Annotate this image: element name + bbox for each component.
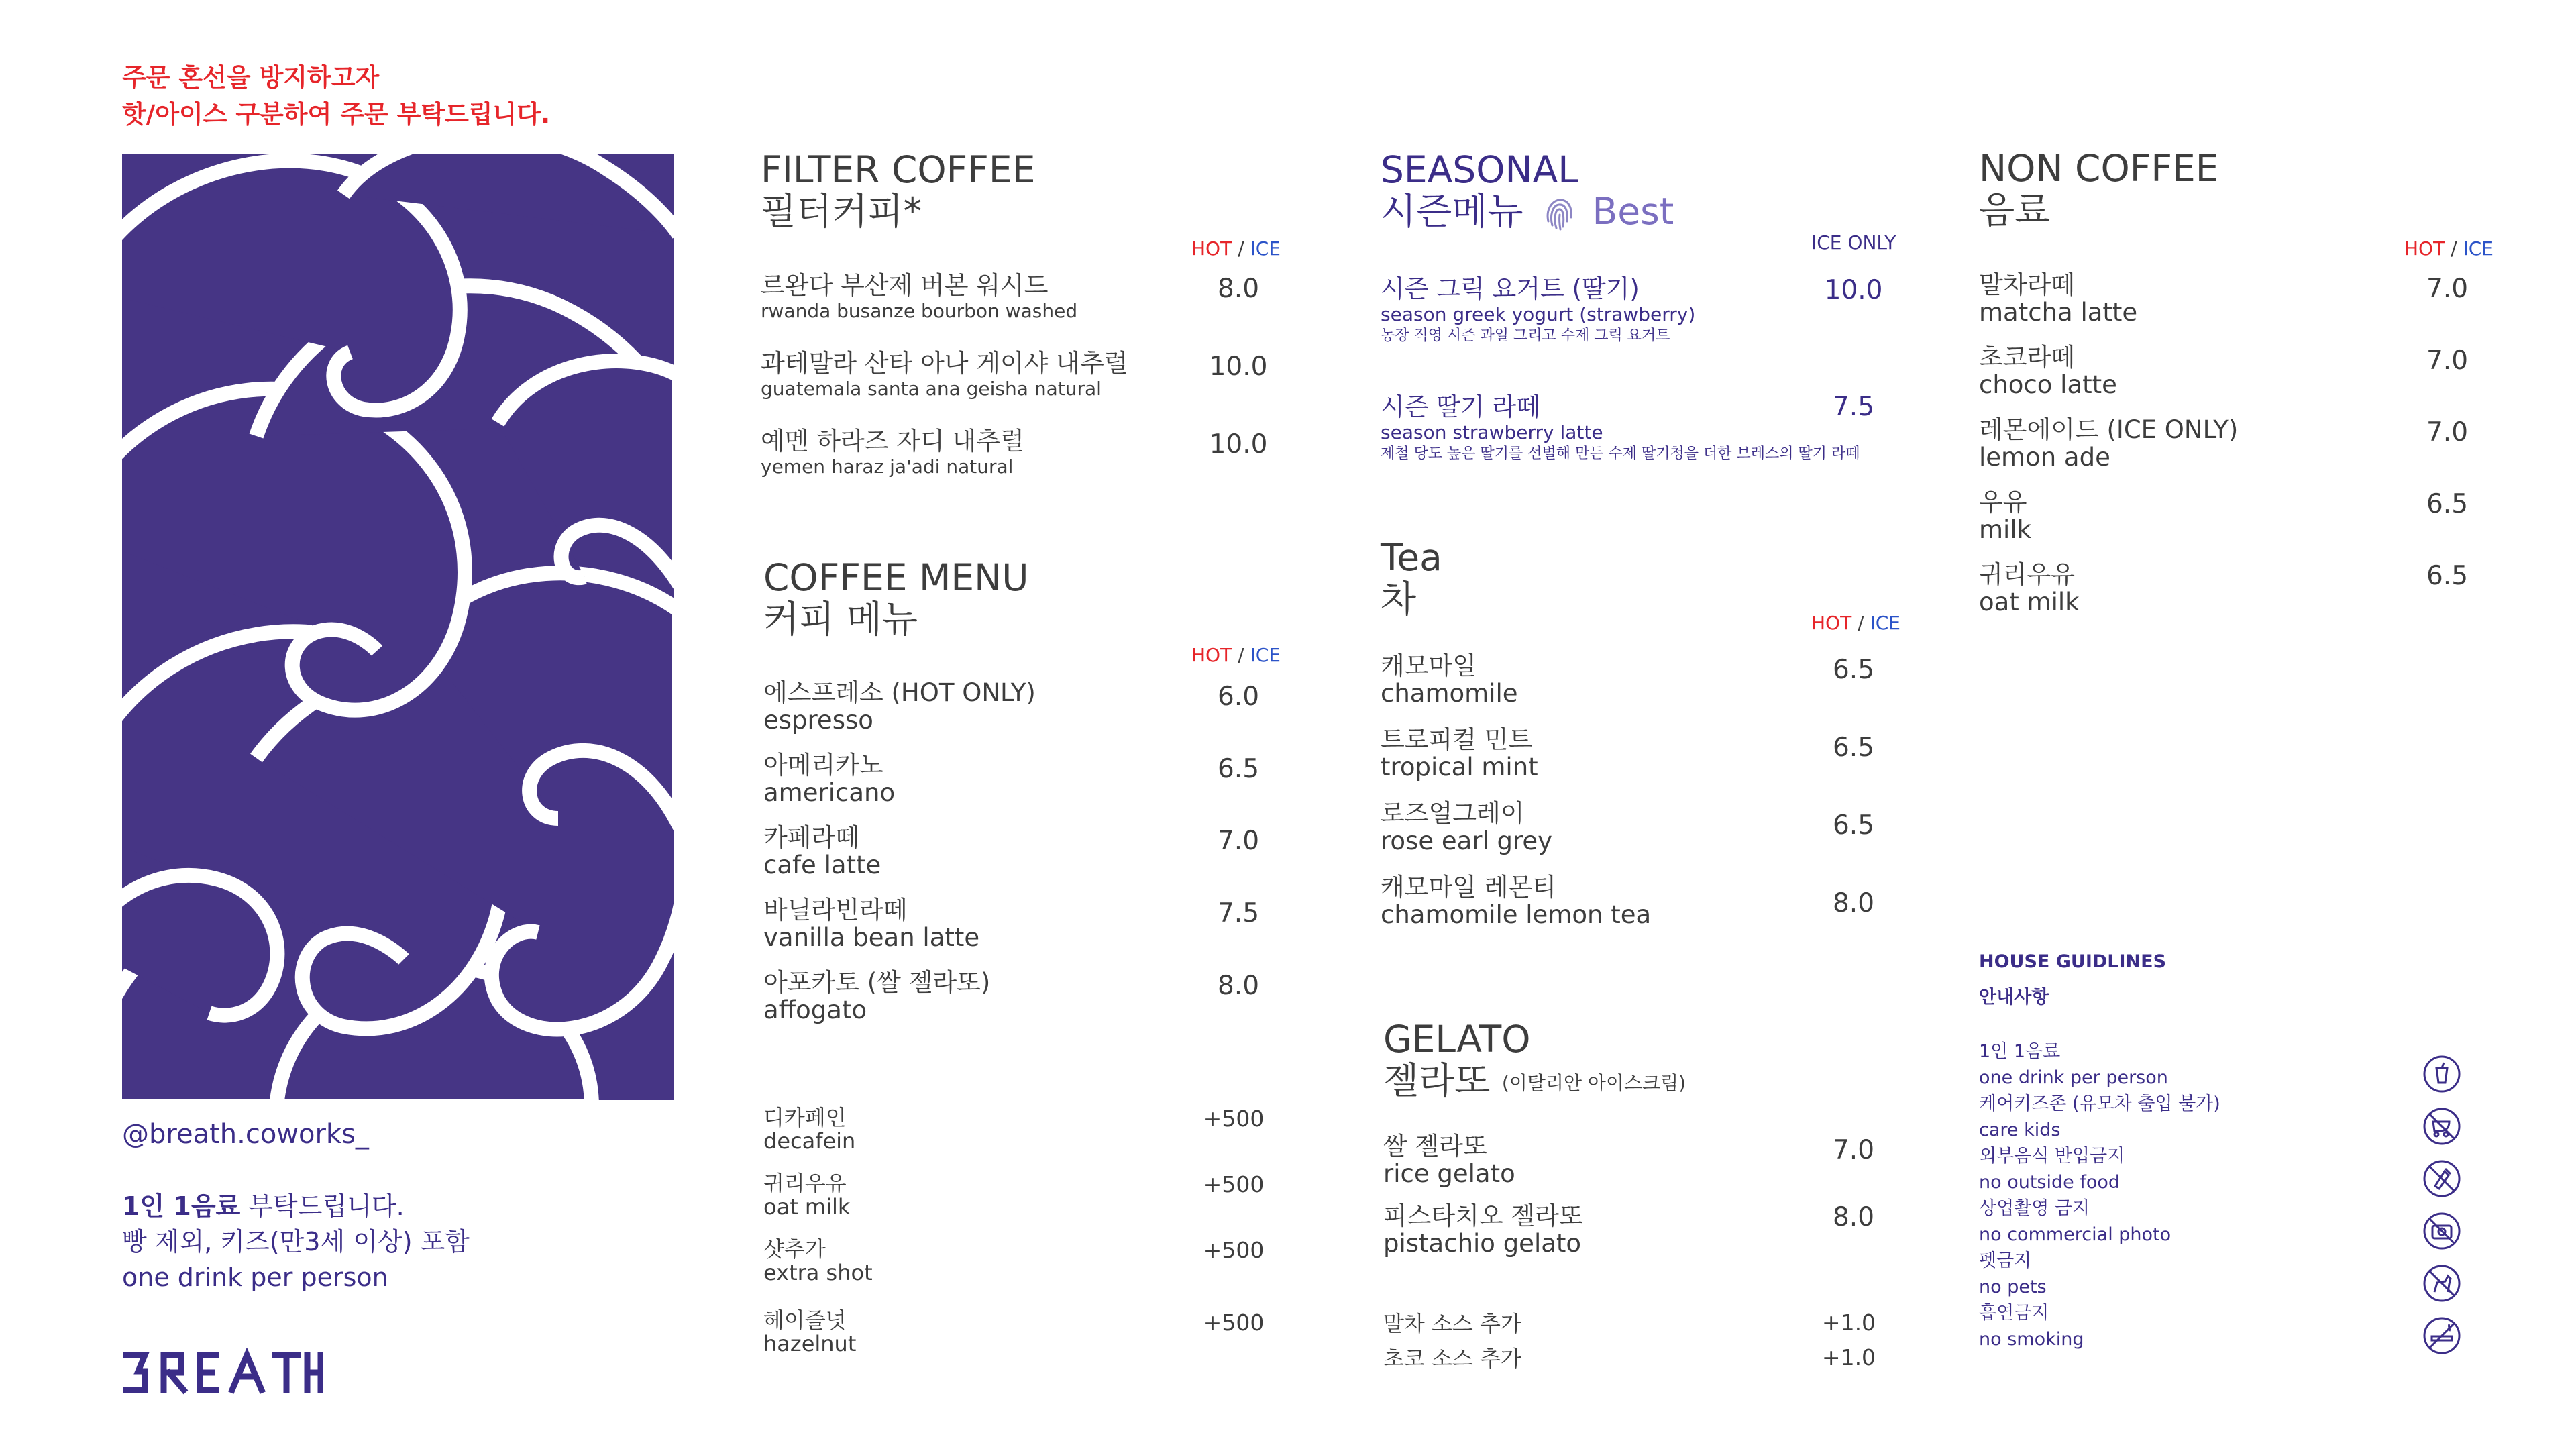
ice-label: ICE	[1250, 237, 1281, 260]
filter-coffee-title-ko: 필터커피*	[761, 190, 922, 233]
slash-label: /	[2445, 237, 2463, 260]
menu-item-name-en: espresso	[763, 706, 873, 735]
menu-item-name-en: yemen haraz ja'adi natural	[761, 455, 1014, 478]
addon-price: +1.0	[1821, 1344, 1876, 1371]
menu-item-name-ko: 귀리우유	[1979, 560, 2075, 589]
menu-item[interactable]	[1381, 275, 1695, 346]
menu-item-price: 10.0	[1209, 429, 1268, 460]
addon-name-en: decafein	[763, 1128, 856, 1154]
non-coffee-title-en: NON COFFEE	[1979, 147, 2219, 190]
tea-title-en: Tea	[1381, 536, 1442, 579]
menu-item-name-en: milk	[1979, 515, 2032, 544]
menu-item-name-en: rice gelato	[1383, 1159, 1515, 1188]
coffee-hot-ice-label	[1191, 644, 1281, 666]
tea-hot-ice-label	[1811, 612, 1900, 634]
coffee-menu-title	[763, 557, 1029, 640]
menu-item-name-en: guatemala santa ana geisha natural	[761, 378, 1102, 400]
menu-item[interactable]	[763, 969, 990, 1024]
menu-item-name-en: chamomile	[1381, 679, 1518, 708]
addon-item[interactable]	[1383, 1344, 1521, 1373]
addon-name-en: hazelnut	[763, 1331, 857, 1356]
one-drink-note-line2: 빵 제외, 키즈(만3세 이상) 포함	[122, 1227, 470, 1256]
menu-item[interactable]	[761, 427, 1024, 478]
menu-item-price: 8.0	[1217, 274, 1260, 304]
menu-item-price: 6.5	[1832, 655, 1875, 685]
gelato-title-ko: 젤라또	[1383, 1059, 1491, 1102]
menu-item-name-en: rose earl grey	[1381, 826, 1553, 855]
guideline-line: no smoking	[1979, 1329, 2084, 1350]
menu-item-name-en: choco latte	[1979, 370, 2117, 399]
menu-item-price: 7.0	[1217, 826, 1260, 856]
menu-item-name-en: rwanda busanze bourbon washed	[761, 300, 1078, 322]
non-coffee-title-ko: 음료	[1979, 189, 2051, 231]
menu-item-name-en: pistachio gelato	[1383, 1229, 1582, 1258]
ice-only-label: ICE ONLY	[1811, 231, 1896, 254]
hot-label: HOT	[1191, 237, 1232, 260]
hot-label: HOT	[1811, 612, 1852, 634]
one-drink-note	[122, 1189, 470, 1295]
guideline-line: 펫금지	[1979, 1250, 2032, 1271]
slash-label: /	[1232, 237, 1250, 260]
fingerprint-icon	[1544, 196, 1574, 232]
instagram-handle[interactable]: @breath.coworks_	[122, 1119, 369, 1150]
addon-name-ko: 헤이즐넛	[763, 1307, 847, 1333]
menu-item-name-ko: 레몬에이드 (ICE ONLY)	[1979, 415, 2239, 444]
guideline-line: no outside food	[1979, 1172, 2121, 1193]
menu-item-price: 8.0	[1217, 971, 1260, 1001]
addon-price: +500	[1203, 1106, 1265, 1132]
breath-logo-mark	[122, 1348, 323, 1395]
addon-item[interactable]	[763, 1171, 850, 1218]
guidelines-title-en: HOUSE GUIDLINES	[1979, 951, 2167, 972]
menu-item-name-ko: 카페라떼	[763, 823, 859, 852]
menu-item-description: 제철 당도 높은 딸기를 선별해 만든 수제 딸기청을 더한 브레스의 딸기 라떼	[1381, 445, 1860, 462]
addon-name-ko: 말차 소스 추가	[1383, 1311, 1521, 1336]
guidelines-title-ko: 안내사항	[1979, 987, 2049, 1008]
seasonal-title-en: SEASONAL	[1381, 148, 1578, 191]
wave-pattern-graphic	[122, 154, 674, 1100]
menu-item-price: 6.5	[1832, 733, 1875, 763]
menu-item-name-en: season greek yogurt (strawberry)	[1381, 303, 1696, 325]
addon-item[interactable]	[763, 1308, 856, 1355]
addon-price: +500	[1203, 1237, 1265, 1263]
menu-item-price: 10.0	[1209, 352, 1268, 382]
filter-coffee-title	[761, 149, 1035, 232]
one-drink-note-line3: one drink per person	[122, 1263, 388, 1292]
menu-item-price: 7.5	[1217, 898, 1260, 928]
wave-pattern-panel	[122, 154, 674, 1100]
menu-item-name-en: affogato	[763, 996, 867, 1024]
addon-name-ko: 귀리우유	[763, 1171, 847, 1196]
addon-price: +500	[1203, 1309, 1265, 1336]
menu-item-name-ko: 초코라떼	[1979, 343, 2075, 372]
menu-item-name-en: matcha latte	[1979, 298, 2138, 327]
menu-item[interactable]	[763, 824, 881, 879]
no-smoking-icon	[2422, 1316, 2461, 1355]
menu-item[interactable]	[1381, 726, 1538, 781]
menu-item-name-en: chamomile lemon tea	[1381, 900, 1652, 929]
addon-item[interactable]	[763, 1237, 873, 1284]
menu-item-price: 7.0	[1832, 1135, 1875, 1165]
gelato-title	[1383, 1018, 1686, 1104]
menu-item-name-ko: 바닐라빈라떼	[763, 896, 908, 924]
menu-item-price: 6.5	[2426, 489, 2469, 519]
addon-name-ko: 샷추가	[763, 1236, 826, 1262]
guideline-line: 상업촬영 금지	[1979, 1198, 2090, 1219]
guideline-line: no pets	[1979, 1277, 2047, 1297]
menu-item-name-en: tropical mint	[1381, 753, 1538, 782]
addon-name-ko: 디카페인	[763, 1105, 847, 1130]
ice-label: ICE	[2463, 237, 2493, 260]
one-drink-note-bold: 1인 1음료	[122, 1191, 241, 1221]
guideline-line: 1인 1음료	[1979, 1041, 2061, 1062]
addon-price: +1.0	[1821, 1309, 1876, 1336]
hot-label: HOT	[2404, 237, 2445, 260]
menu-item[interactable]	[763, 679, 1036, 734]
menu-item[interactable]	[1979, 416, 2238, 471]
tea-title	[1381, 537, 1442, 620]
slash-label: /	[1232, 644, 1250, 666]
filter-hot-ice-label	[1191, 237, 1281, 260]
coffee-menu-title-ko: 커피 메뉴	[763, 598, 918, 641]
menu-item-price: 8.0	[1832, 888, 1875, 918]
no-outside-food-icon	[2422, 1159, 2461, 1198]
menu-item[interactable]	[763, 751, 895, 806]
best-badge: Best	[1592, 190, 1674, 233]
gelato-title-en: GELATO	[1383, 1018, 1531, 1061]
coffee-menu-title-en: COFFEE MENU	[763, 556, 1029, 599]
seasonal-title	[1381, 149, 1674, 232]
hot-label: HOT	[1191, 644, 1232, 666]
one-drink-icon	[2422, 1055, 2461, 1093]
menu-item-name-en: cafe latte	[763, 851, 881, 879]
menu-item-name-ko: 아메리카노	[763, 751, 883, 780]
menu-item-price: 8.0	[1832, 1202, 1875, 1232]
menu-item-name-ko: 우유	[1979, 488, 2027, 517]
addon-name-en: oat milk	[763, 1194, 851, 1220]
menu-item[interactable]	[1979, 271, 2137, 326]
menu-item-name-ko: 캐모마일	[1381, 651, 1477, 680]
menu-item-name-ko: 과테말라 산타 아나 게이샤 내추럴	[761, 349, 1128, 378]
tea-title-ko: 차	[1381, 578, 1417, 621]
menu-item-price: 6.5	[2426, 561, 2469, 591]
menu-item-price: 7.0	[2426, 345, 2469, 376]
menu-item-name-ko: 에스프레소 (HOT ONLY)	[763, 678, 1036, 707]
breath-logo	[122, 1348, 323, 1398]
addon-name-en: extra shot	[763, 1260, 873, 1285]
filter-coffee-title-en: FILTER COFFEE	[761, 148, 1036, 191]
slash-label: /	[1851, 612, 1870, 634]
guideline-line: care kids	[1979, 1120, 2061, 1140]
menu-item[interactable]	[761, 350, 1128, 400]
menu-item[interactable]	[1381, 652, 1518, 707]
gelato-title-ko-row	[1383, 1060, 1686, 1104]
guideline-line: no commercial photo	[1979, 1224, 2171, 1245]
menu-item-price: 7.5	[1832, 392, 1875, 422]
menu-item-name-ko: 시즌 딸기 라떼	[1381, 392, 1540, 421]
menu-item-price: 6.5	[1832, 810, 1875, 841]
gelato-subtitle: (이탈리안 아이스크림)	[1501, 1071, 1686, 1094]
menu-item-name-en: lemon ade	[1979, 443, 2110, 472]
menu-item-price: 6.0	[1217, 682, 1260, 712]
menu-item-name-ko: 르완다 부산제 버본 워시드	[761, 271, 1049, 300]
menu-item[interactable]	[1381, 873, 1651, 928]
menu-item-name-ko: 아포카토 (쌀 젤라또)	[763, 968, 991, 997]
menu-item-name-en: oat milk	[1979, 588, 2080, 616]
seasonal-title-ko: 시즌메뉴	[1381, 190, 1523, 233]
guideline-line: 외부음식 반입금지	[1979, 1146, 2125, 1167]
addon-price: +500	[1203, 1171, 1265, 1197]
menu-item[interactable]	[1979, 343, 2117, 398]
addon-item[interactable]	[763, 1106, 855, 1152]
menu-item-description: 농장 직영 시즌 과일 그리고 수제 그릭 요거트	[1381, 327, 1670, 344]
menu-item-price: 7.0	[2426, 274, 2469, 304]
menu-item-price: 10.0	[1824, 275, 1883, 305]
menu-item-name-en: season strawberry latte	[1381, 421, 1603, 443]
no-pets-icon	[2422, 1264, 2461, 1303]
menu-item[interactable]	[1979, 488, 2031, 543]
ice-label: ICE	[1870, 612, 1900, 634]
guideline-line: 흡연금지	[1979, 1303, 2049, 1324]
one-drink-note-rest: 부탁드립니다.	[240, 1191, 405, 1221]
menu-item[interactable]	[763, 896, 979, 951]
no-stroller-icon	[2422, 1107, 2461, 1146]
menu-item-name-ko: 피스타치오 젤라또	[1383, 1201, 1583, 1230]
order-notice-line1: 주문 혼선을 방지하고자	[122, 63, 380, 92]
menu-item[interactable]	[1381, 393, 1860, 464]
menu-item-name-ko: 트로피컬 민트	[1381, 725, 1533, 754]
menu-item-name-ko: 예멘 하라즈 자디 내추럴	[761, 427, 1024, 455]
menu-item-price: 6.5	[1217, 754, 1260, 784]
menu-item[interactable]	[1381, 800, 1552, 855]
menu-item[interactable]	[1383, 1202, 1583, 1257]
menu-item-name-ko: 로즈얼그레이	[1381, 799, 1525, 828]
menu-item-price: 7.0	[2426, 417, 2469, 447]
guideline-line: 케어키즈존 (유모차 출입 불가)	[1979, 1093, 2220, 1114]
menu-item-name-ko: 캐모마일 레몬티	[1381, 873, 1556, 902]
menu-item-name-en: americano	[763, 778, 896, 807]
menu-item[interactable]	[1383, 1132, 1515, 1187]
addon-name-ko: 초코 소스 추가	[1383, 1346, 1521, 1371]
no-camera-icon	[2422, 1212, 2461, 1250]
seasonal-title-ko-row	[1381, 191, 1674, 232]
addon-item[interactable]	[1383, 1309, 1521, 1338]
order-notice	[122, 59, 550, 133]
one-drink-note-line1	[122, 1189, 470, 1224]
menu-item[interactable]	[761, 272, 1077, 323]
ice-label: ICE	[1250, 644, 1281, 666]
menu-item-name-ko: 말차라떼	[1979, 270, 2075, 299]
menu-item-name-ko: 쌀 젤라또	[1383, 1132, 1487, 1161]
guidelines-list	[1979, 1038, 2220, 1352]
guideline-line: one drink per person	[1979, 1067, 2168, 1088]
menu-item[interactable]	[1979, 561, 2080, 616]
menu-item-name-ko: 시즌 그릭 요거트 (딸기)	[1381, 274, 1640, 303]
order-notice-line2: 핫/아이스 구분하여 주문 부탁드립니다.	[122, 100, 551, 129]
non-coffee-title	[1979, 148, 2219, 231]
menu-item-name-en: vanilla bean latte	[763, 923, 980, 952]
non-coffee-hot-ice-label	[2404, 237, 2493, 260]
